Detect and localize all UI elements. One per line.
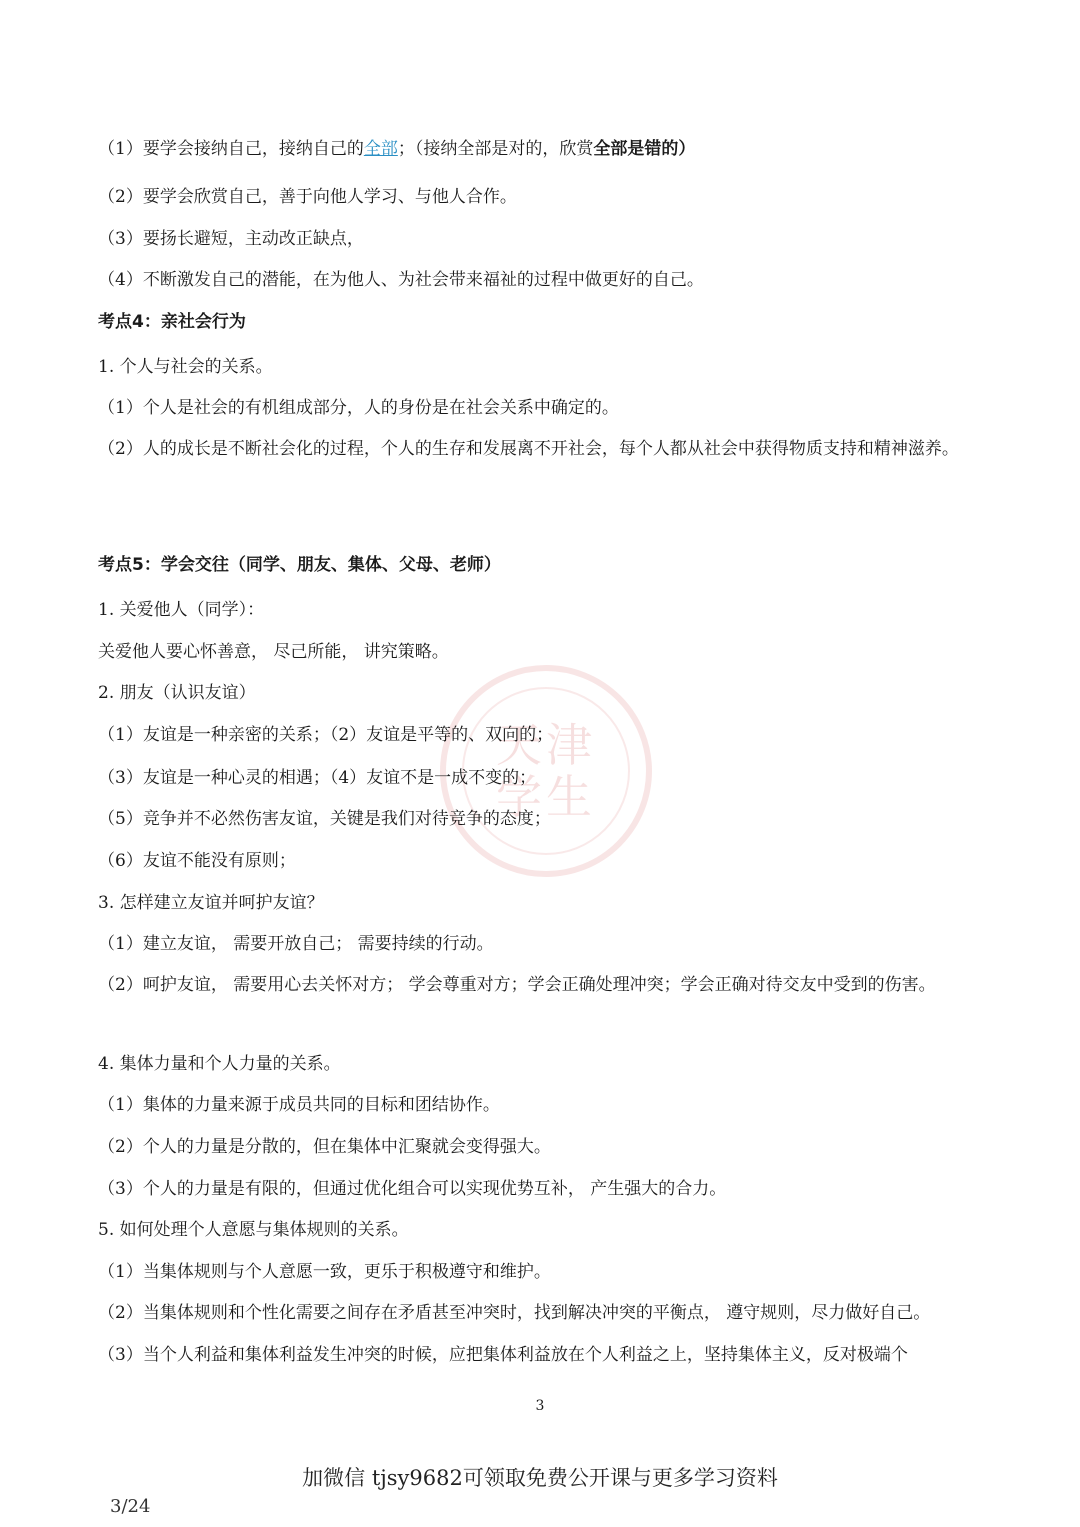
line-12: 2. 朋友（认识友谊）: [98, 683, 256, 703]
watermark-text: 天津 学生: [462, 687, 630, 855]
line-1-text-2: ；（接纳全部是对的，欣赏: [397, 139, 594, 159]
footer-note: 加微信 tjsy9682可领取免费公开课与更多学习资料: [302, 1466, 778, 1490]
line-10: 1. 关爱他人（同学）：: [98, 600, 265, 620]
line-23: （3）个人的力量是有限的，但通过优化组合可以实现优势互补， 产生强大的合力。: [98, 1179, 727, 1199]
line-1-bold: 全部是错的）: [593, 139, 696, 159]
section-heading-5: 考点5：学会交往（同学、朋友、集体、父母、老师）: [98, 555, 501, 575]
line-15: （5）竞争并不必然伤害友谊，关键是我们对待竞争的态度；: [98, 809, 551, 829]
line-16: （6）友谊不能没有原则；: [98, 851, 296, 871]
link-quanbu[interactable]: 全部: [363, 139, 398, 159]
line-7: （1）个人是社会的有机组成部分，人的身份是在社会关系中确定的。: [98, 398, 619, 418]
line-26: （2）当集体规则和个性化需要之间存在矛盾甚至冲突时，找到解决冲突的平衡点， 遵守规则，尽力做好自己。: [98, 1303, 931, 1323]
line-18: （1）建立友谊， 需要开放自己； 需要持续的行动。: [98, 934, 494, 954]
line-2: （2）要学会欣赏自己，善于向他人学习、与他人合作。: [98, 187, 517, 207]
line-14: （3）友谊是一种心灵的相遇；（4）友谊不是一成不变的；: [98, 768, 537, 788]
page-counter: 3/24: [110, 1496, 151, 1517]
line-8: （2）人的成长是不断社会化的过程，个人的生存和发展离不开社会，每个人都从社会中获得物质支持和精神滋养。: [98, 439, 959, 459]
line-1: [98, 137, 988, 161]
line-19: （2）呵护友谊， 需要用心去关怀对方； 学会尊重对方；学会正确处理冲突；学会正确对待交友中受到的伤害。: [98, 975, 936, 995]
line-22: （2）个人的力量是分散的，但在集体中汇聚就会变得强大。: [98, 1137, 551, 1157]
line-20: 4. 集体力量和个人力量的关系。: [98, 1054, 341, 1074]
line-11: 关爱他人要心怀善意， 尽己所能， 讲究策略。: [98, 642, 449, 662]
line-27: （3）当个人利益和集体利益发生冲突的时候，应把集体利益放在个人利益之上，坚持集体主义，反对极端个: [98, 1345, 908, 1365]
line-24: 5. 如何处理个人意愿与集体规则的关系。: [98, 1220, 409, 1240]
line-21: （1）集体的力量来源于成员共同的目标和团结协作。: [98, 1095, 500, 1115]
line-4: （4）不断激发自己的潜能，在为他人、为社会带来福祉的过程中做更好的自己。: [98, 270, 704, 290]
section-heading-4: 考点4：亲社会行为: [98, 312, 246, 332]
line-6: 1. 个人与社会的关系。: [98, 357, 273, 377]
line-3: （3）要扬长避短，主动改正缺点，: [98, 229, 364, 249]
line-1-text: （1）要学会接纳自己，接纳自己的: [98, 139, 364, 159]
line-25: （1）当集体规则与个人意愿一致，更乐于积极遵守和维护。: [98, 1262, 551, 1282]
line-17: 3. 怎样建立友谊并呵护友谊？: [98, 893, 324, 913]
line-13: （1）友谊是一种亲密的关系；（2）友谊是平等的、双向的；: [98, 725, 554, 745]
page-number: 3: [535, 1398, 545, 1414]
